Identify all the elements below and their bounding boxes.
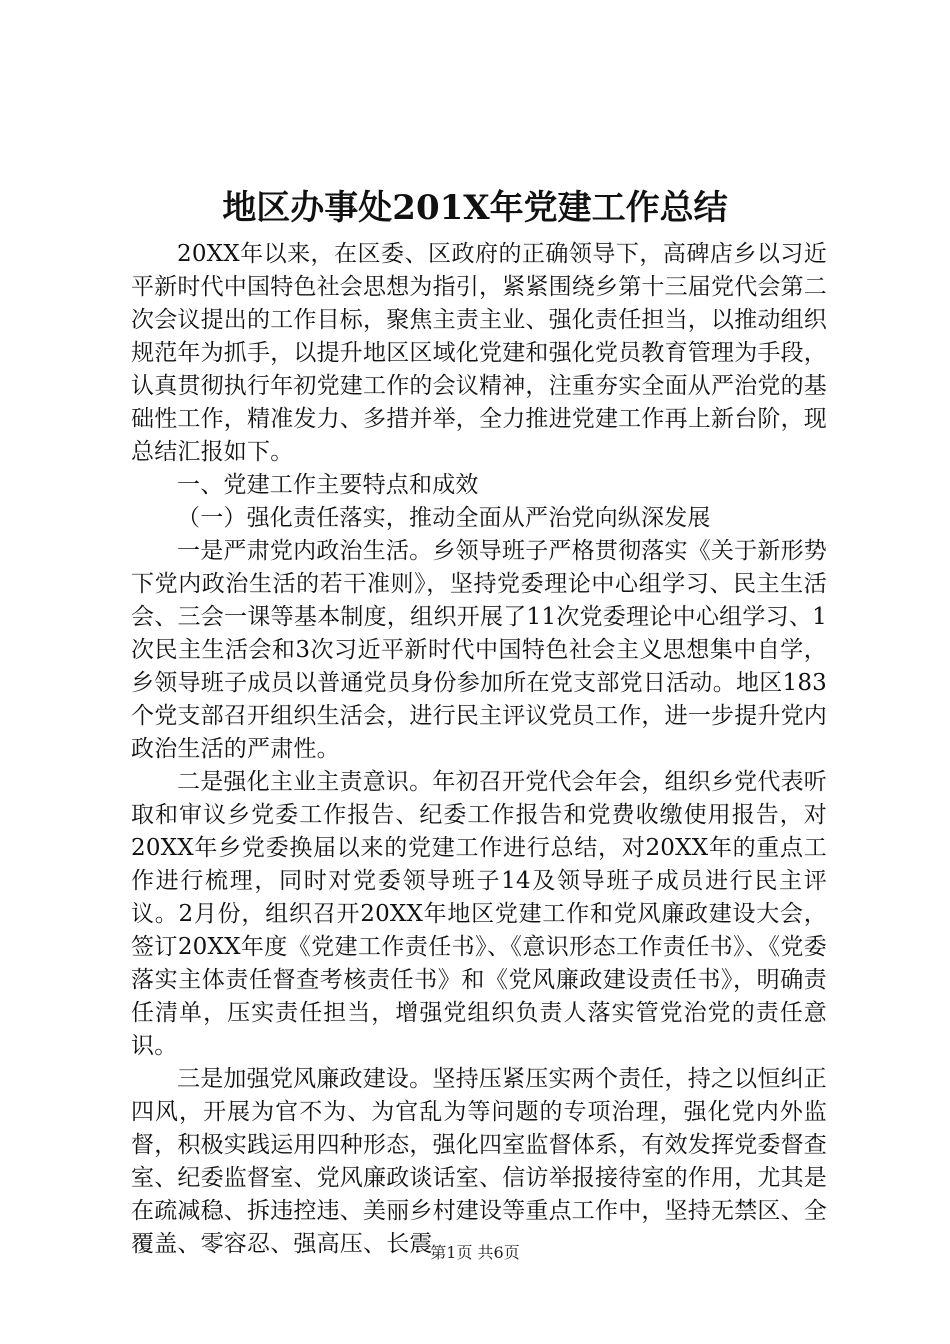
document-body bbox=[131, 238, 827, 1261]
paragraph-political-life: 一是严肃党内政治生活。乡领导班子严格贯彻落实《关于新形势下党内政治生活的若干准则》，坚持党委理论中心组学习、民主生活会、三会一课等基本制度，组织开展了11次党委理论中心组学习、1次民主生活会和3次习近平新时代中国特色社会主义思想集中自学，乡领导班子成员以普通党员身份参加所在党支部党日活动。地区183个党支部召开组织生活会，进行民主评议党员工作，进一步提升党内政治生活的严肃性。 bbox=[131, 538, 827, 762]
document-title: 地区办事处201X年党建工作总结 bbox=[222, 188, 728, 228]
paragraph-main-responsibility: 二是强化主业主责意识。年初召开党代会年会，组织乡党代表听取和审议乡党委工作报告、纪委工作报告和党费收缴使用报告，对20XX年乡党委换届以来的党建工作进行总结，对20XX年的重点工作进行梳理，同时对党委领导班子14及领导班子成员进行民主评议。2月份，组织召开20XX年地区党建工作和党风廉政建设大会，签订20XX年度《党建工作责任书》、《意识形态工作责任书》、《党委落实主体责任督查考核责任书》和《党风廉政建设责任书》，明确责任清单，压实责任担当，增强党组织负责人落实管党治党的责任意识。 bbox=[131, 769, 827, 1059]
subsection-heading: （一）强化责任落实，推动全面从严治党向纵深发展 bbox=[177, 505, 711, 531]
section-heading: 一、党建工作主要特点和成效 bbox=[177, 472, 479, 498]
paragraph-clean-government: 三是加强党风廉政建设。坚持压紧压实两个责任，持之以恒纠正四风，开展为官不为、为官乱为等问题的专项治理，强化党内外监督，积极实践运用四种形态，强化四室监督体系，有效发挥党委督查室、纪委监督室、党风廉政谈话室、信访举报接待室的作用，尤其是在疏减稳、拆违控违、美丽乡村建设等重点工作中，坚持无禁区、全覆盖、零容忍、强高压、长震 bbox=[131, 1066, 827, 1257]
page-footer: 第1页 共6页 bbox=[430, 1243, 520, 1262]
paragraph-intro: 20XX年以来，在区委、区政府的正确领导下，高碑店乡以习近平新时代中国特色社会思想为指引，紧紧围绕乡第十三届党代会第二次会议提出的工作目标，聚焦主责主业、强化责任担当，以推动组织规范年为抓手，以提升地区区域化党建和强化党员教育管理为手段，认真贯彻执行年初党建工作的会议精神，注重夯实全面从严治党的基础性工作，精准发力、多措并举，全力推进党建工作再上新台阶，现总结汇报如下。 bbox=[131, 241, 827, 465]
